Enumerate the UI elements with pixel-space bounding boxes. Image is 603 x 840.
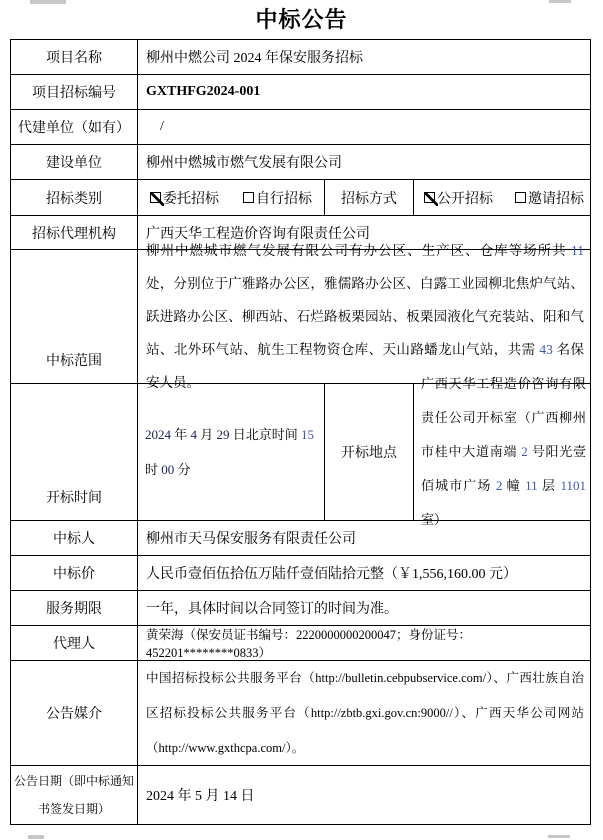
value-agency: 广西天华工程造价咨询有限责任公司 — [146, 226, 370, 242]
value-project-name: 柳州中燃公司 2024 年保安服务招标 — [146, 51, 363, 66]
value-opening-time — [138, 384, 325, 520]
label-media: 公告媒介 — [11, 661, 138, 765]
label-period: 服务期限 — [11, 591, 138, 625]
label-build-agent: 代建单位（如有） — [11, 110, 138, 144]
label-price: 中标价 — [11, 556, 138, 590]
checkbox-self-tender-icon — [243, 192, 254, 203]
row-media — [11, 661, 590, 766]
value-price: 人民币壹佰伍拾伍万陆仟壹佰陆拾元整（￥1,556,160.00 元） — [146, 567, 517, 582]
row-project-name — [11, 40, 590, 75]
value-scope — [138, 243, 590, 390]
row-opening — [11, 376, 590, 527]
page-title: 中标公告 — [255, 7, 348, 32]
value-period: 一年，具体时间以合同签订的时间为准。 — [146, 602, 398, 617]
media-text: 中国招标投标公共服务平台（http://bulletin.cebpubservice.com/）、广西壮族自治区招标投标公共服务平台（http://zbtb.gxi.gov.cn:9000//）、广西天华公司网站（http://www.gxthcpa.com/）。 — [146, 670, 584, 755]
label-tender-category: 招标类别 — [11, 180, 138, 215]
label-winner: 中标人 — [11, 521, 138, 555]
value-agent-person: 黄荣海（保安员证书编号：2220000000200047；身份证号：452201********0833） — [146, 628, 472, 660]
label-owner: 建设单位 — [11, 145, 138, 179]
option-invited-tender-label: 邀请招标 — [528, 191, 584, 207]
opening-place-text: 广西天华工程造价咨询有限责任公司开标室（广西柳州市桂中大道南端 2 号阳光壹佰城市广场 2 幢 11 层 1101 室） — [421, 376, 586, 527]
page-edge-artifact-bottom-left — [28, 835, 44, 839]
value-winner: 柳州市天马保安服务有限责任公司 — [146, 532, 356, 547]
value-media — [138, 661, 590, 765]
row-winner — [11, 521, 590, 556]
announcement-table — [10, 39, 591, 825]
value-opening-place — [414, 376, 590, 527]
page-edge-artifact-bottom-right — [548, 835, 570, 838]
checkbox-delegated-tender-icon — [150, 192, 161, 203]
option-open-tender-label: 公开招标 — [437, 191, 493, 207]
row-period — [11, 591, 590, 626]
label-agency: 招标代理机构 — [11, 216, 138, 249]
row-announce-date — [11, 766, 590, 824]
option-self-tender-label: 自行招标 — [256, 191, 312, 207]
value-tender-no: GXTHFG2024-001 — [146, 84, 261, 99]
label-opening-place: 开标地点 — [325, 384, 414, 520]
cell-category-options — [138, 180, 325, 215]
option-delegated-tender-label: 委托招标 — [163, 191, 219, 207]
label-tender-no: 项目招标编号 — [11, 75, 138, 109]
label-opening-time: 开标时间 — [11, 384, 138, 520]
option-delegated-tender — [150, 188, 219, 208]
row-build-agent — [11, 110, 590, 145]
row-tender-no — [11, 75, 590, 110]
checkbox-invited-tender-icon — [515, 192, 526, 203]
row-price — [11, 556, 590, 591]
row-scope — [11, 243, 590, 390]
checkbox-open-tender-icon — [424, 192, 435, 203]
value-build-agent: / — [160, 119, 164, 134]
row-tender-category — [11, 180, 590, 216]
opening-time-text: 2024 年 4 月 29 日北京时间 15 时 00 分 — [145, 427, 315, 477]
row-owner — [11, 145, 590, 180]
row-agent-person — [11, 626, 590, 661]
scope-text: 柳州中燃城市燃气发展有限公司有办公区、生产区、仓库等场所共 11 处，分别位于广雅路办公区，雅儒路办公区、白露工业园柳北焦炉气站、跃进路办公区、柳西站、石烂路板栗园站、板栗园液化气充装站、阳和气站、北外环气站、航生工程物资仓库、天山路蟠龙山气站，共需 43 名保安人员。 — [146, 243, 585, 390]
label-project-name: 项目名称 — [11, 40, 138, 74]
cell-mode-options — [414, 180, 590, 215]
option-self-tender — [243, 188, 312, 208]
value-owner: 柳州中燃城市燃气发展有限公司 — [146, 156, 342, 171]
label-scope: 中标范围 — [11, 250, 138, 383]
label-announce-date: 公告日期（即中标通知书签发日期） — [11, 766, 138, 824]
value-announce-date: 2024 年 5 月 14 日 — [146, 789, 255, 804]
label-tender-mode: 招标方式 — [325, 180, 414, 215]
option-invited-tender — [515, 188, 584, 208]
option-open-tender — [424, 188, 493, 208]
label-agent-person: 代理人 — [11, 626, 138, 660]
